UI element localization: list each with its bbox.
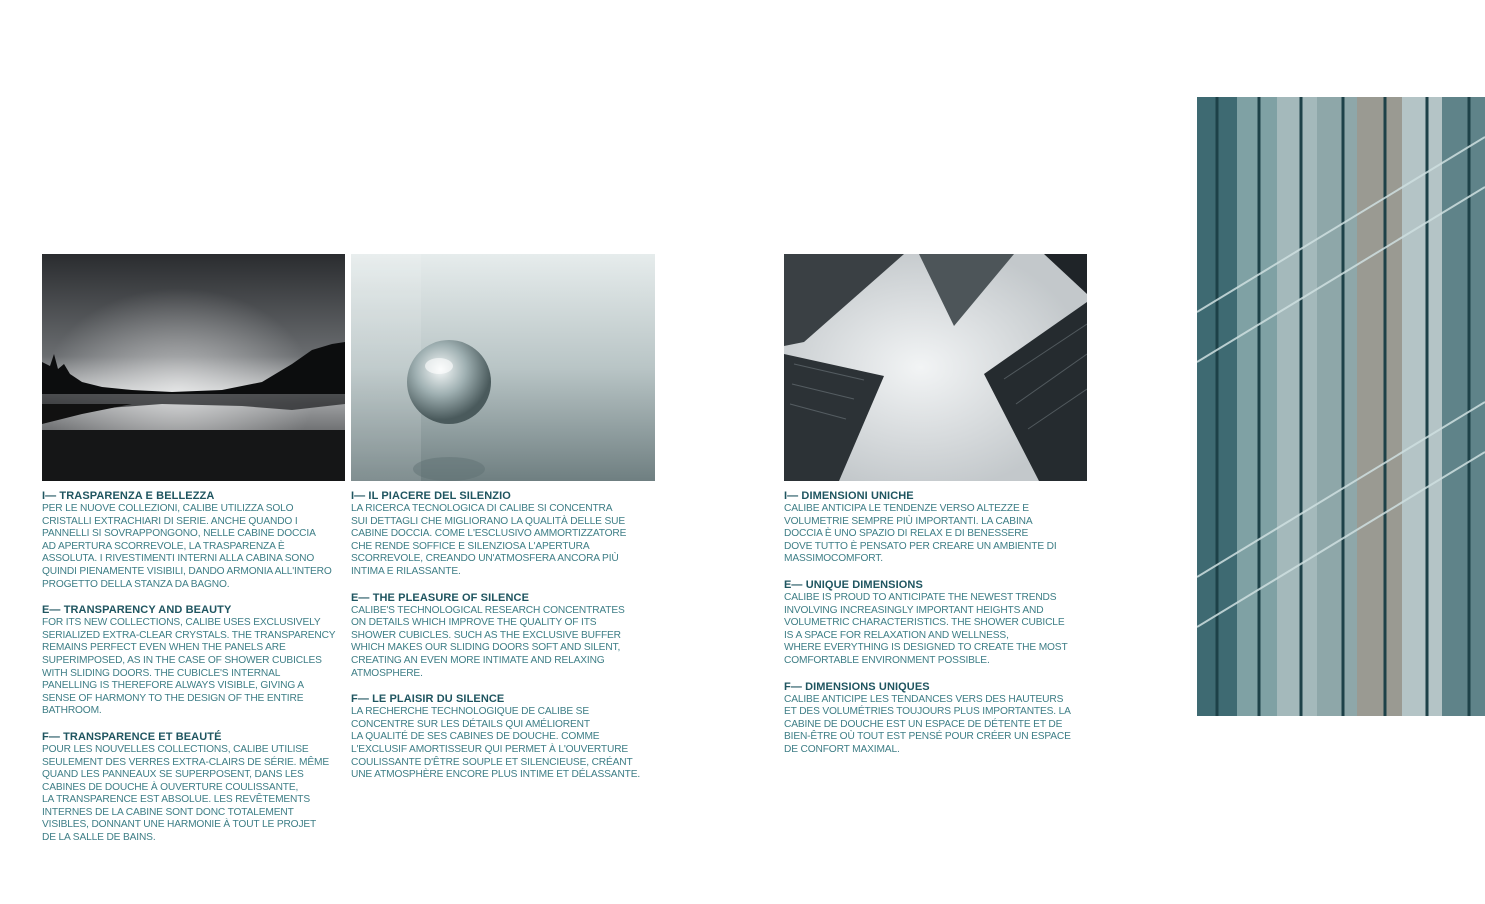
section-heading: F— DIMENSIONS UNIQUES: [784, 680, 930, 693]
section-heading: I— DIMENSIONI UNICHE: [784, 490, 914, 502]
water-droplet-photo: [351, 254, 655, 481]
section-fr: [42, 731, 352, 845]
section-body: CALIBE IS PROUD TO ANTICIPATE THE NEWEST TRENDS INVOLVING INCREASINGLY IMPORTANT HEIGHTS AND VOLUMETRIC CHARACTERISTICS. THE SHOWER CUBICLE IS A SPACE FOR RELAXATION AND WELLNESS, WHERE EVERYTHING IS DESIGNED TO CREATE THE MOST COMFORTABLE ENVIRONMENT POSSIBLE.: [784, 591, 1068, 666]
section-heading: F— LE PLAISIR DU SILENCE: [351, 693, 505, 706]
text-column-2: [351, 490, 661, 795]
text-column-3: [784, 490, 1094, 770]
section-body: FOR ITS NEW COLLECTIONS, CALIBE USES EXCLUSIVELY SERIALIZED EXTRA-CLEAR CRYSTALS. THE TRANSPARENCY REMAINS PERFECT EVEN WHEN THE PANELS ARE SUPERIMPOSED, AS IN THE CASE OF SHOWER CUBICLES WITH SLIDING DOORS. THE CUBICLE'S INTERNAL PANELLING IS THEREFORE ALWAYS VISIBLE, GIVING A SENSE OF HARMONY TO THE DESIGN OF THE ENTIRE BATHROOM.: [42, 617, 336, 717]
glass-facade-photo: [1197, 97, 1485, 716]
section-heading: E— THE PLEASURE OF SILENCE: [351, 591, 530, 604]
section-body: CALIBE ANTICIPE LES TENDANCES VERS DES HAUTEURS ET DES VOLUMÉTRIES TOUJOURS PLUS IMPORTANTES. LA CABINE DE DOUCHE EST UN ESPACE DE DÉTENTE ET DE BIEN-ÊTRE OÙ TOUT EST PENSÉ POUR CRÉER UN ESPACE DE CONFORT MAXIMAL.: [784, 693, 1071, 755]
section-heading: I— TRASPARENZA E BELLEZZA: [42, 490, 215, 502]
section-en: [42, 604, 352, 718]
section-body: LA RECHERCHE TECHNOLOGIQUE DE CALIBE SE CONCENTRE SUR LES DÉTAILS QUI AMÉLIORENT LA QUALITÉ DE SES CABINES DE DOUCHE. COMME L'EXCLUSIF AMORTISSEUR QUI PERMET À L'OUVERTURE COULISSANTE D'ÊTRE SOUPLE ET SILENCIEUSE, CRÉANT UNE ATMOSPHÈRE ENCORE PLUS INTIME ET DÉLASSANTE.: [351, 706, 641, 781]
section-fr: [351, 693, 661, 782]
section-heading: I— IL PIACERE DEL SILENZIO: [351, 490, 511, 502]
section-en: [784, 579, 1094, 668]
section-it: [42, 490, 352, 591]
lake-landscape-photo: [42, 254, 345, 481]
section-heading: F— TRANSPARENCE ET BEAUTÉ: [42, 730, 222, 743]
section-fr: [784, 681, 1094, 757]
section-body: CALIBE ANTICIPA LE TENDENZE VERSO ALTEZZE E VOLUMETRIE SEMPRE PIÙ IMPORTANTI. LA CABINA DOCCIA È UNO SPAZIO DI RELAX E DI BENESSERE DOVE TUTTO È PENSATO PER CREARE UN AMBIENTE DI MASSIMOCOMFORT.: [784, 503, 1057, 565]
section-body: LA RICERCA TECNOLOGICA DI CALIBE SI CONCENTRA SUI DETTAGLI CHE MIGLIORANO LA QUALITÀ DELLE SUE CABINE DOCCIA. COME L'ESCLUSIVO AMMORTIZZATORE CHE RENDE SOFFICE E SILENZIOSA L'APERTURA SCORREVOLE, CREANDO UN'ATMOSFERA ANCORA PIÙ INTIMA E RILASSANTE.: [351, 503, 627, 577]
text-column-1: [42, 490, 352, 858]
section-it: [351, 490, 661, 579]
skyscrapers-photo: [784, 254, 1087, 481]
section-heading: E— TRANSPARENCY AND BEAUTY: [42, 604, 232, 617]
section-body: PER LE NUOVE COLLEZIONI, CALIBE UTILIZZA SOLO CRISTALLI EXTRACHIARI DI SERIE. ANCHE QUANDO I PANNELLI SI SOVRAPPONGONO, NELLE CABINE DOCCIA AD APERTURA SCORREVOLE, LA TRASPARENZA È ASSOLUTA. I RIVESTIMENTI INTERNI ALLA CABINA SONO QUINDI PIENAMENTE VISIBILI, DANDO ARMONIA ALL'INTERO PROGETTO DELLA STANZA DA BAGNO.: [42, 503, 332, 590]
section-body: POUR LES NOUVELLES COLLECTIONS, CALIBE UTILISE SEULEMENT DES VERRES EXTRA-CLAIRS DE SÉRIE. MÊME QUAND LES PANNEAUX SE SUPERPOSENT, DANS LES CABINES DE DOUCHE À OUVERTURE COULISSANTE, LA TRANSPARENCE EST ABSOLUE. LES REVÊTEMENTS INTERNES DE LA CABINE SONT DONC TOTALEMENT VISIBLES, DONNANT UNE HARMONIE À TOUT LE PROJET DE LA SALLE DE BAINS.: [42, 743, 329, 844]
section-en: [351, 592, 661, 681]
section-it: [784, 490, 1094, 566]
section-heading: E— UNIQUE DIMENSIONS: [784, 578, 923, 591]
section-body: CALIBE'S TECHNOLOGICAL RESEARCH CONCENTRATES ON DETAILS WHICH IMPROVE THE QUALITY OF ITS SHOWER CUBICLES. SUCH AS THE EXCLUSIVE BUFFER WHICH MAKES OUR SLIDING DOORS SOFT AND SILENT, CREATING AN EVEN MORE INTIMATE AND RELAXING ATMOSPHERE.: [351, 604, 625, 679]
